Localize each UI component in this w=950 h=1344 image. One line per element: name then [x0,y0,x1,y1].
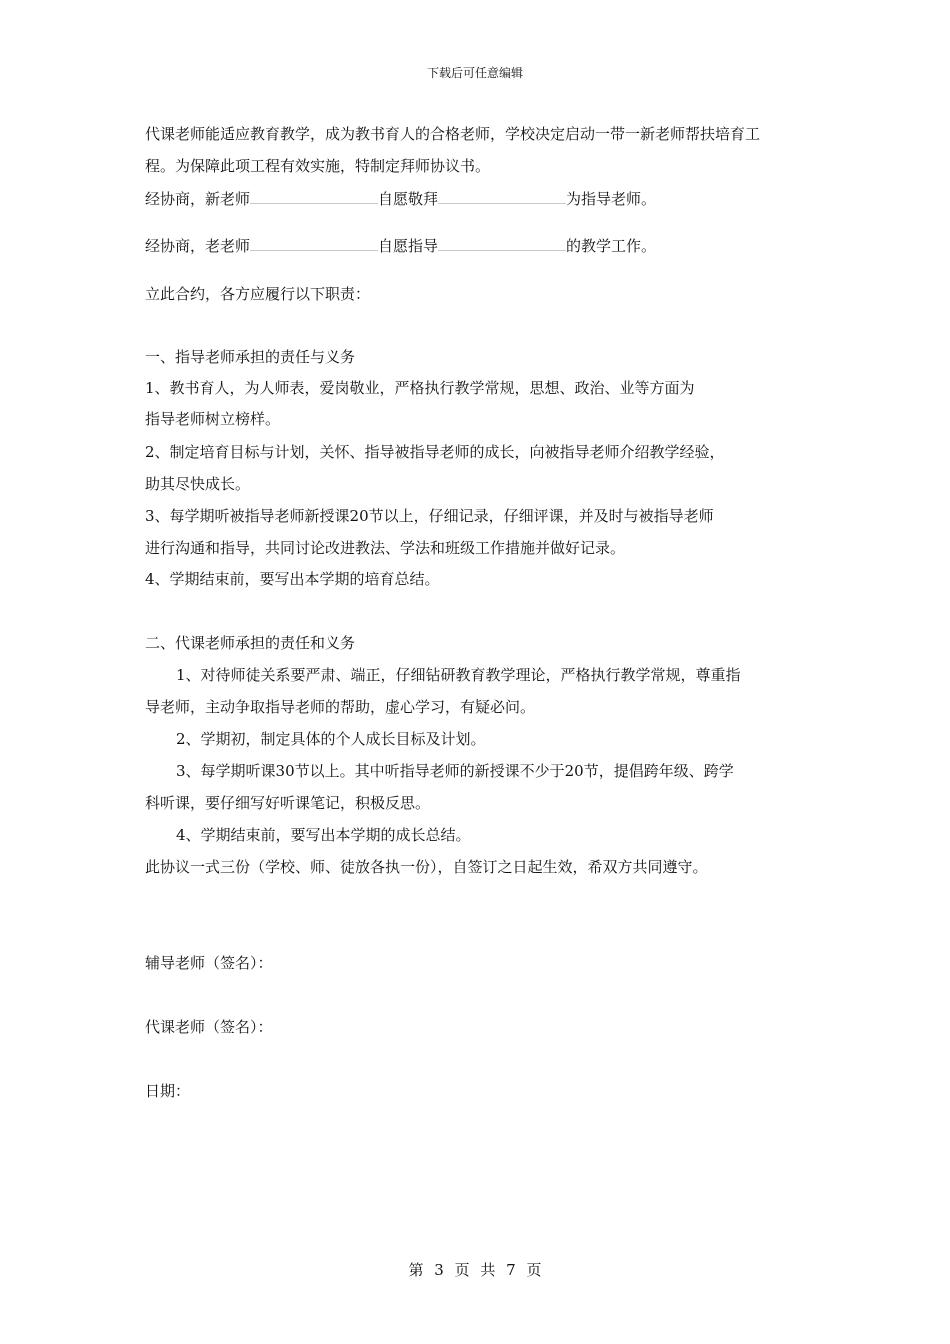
old-teacher-suffix: 的教学工作。 [566,237,657,255]
section2-line: 导老师，主动争取指导老师的帮助，虚心学习，有疑必问。 [145,698,536,716]
new-teacher-line [145,187,656,209]
section2-title: 二、代课老师承担的责任和义务 [145,634,356,652]
section1-line: 指导老师树立榜样。 [145,410,281,428]
section2-line: 4、学期结束前，要写出本学期的成长总结。 [176,826,471,844]
closing-statement: 此协议一式三份（学校、师、徒放各执一份），自签订之日起生效，希双方共同遵守。 [145,858,708,876]
mentor-signature-label: 辅导老师（签名）： [145,954,273,972]
section1-line: 4、学期结束前，要写出本学期的培育总结。 [145,570,440,588]
section1-line: 2、制定培育目标与计划，关怀、指导被指导老师的成长，向被指导老师介绍教学经验， [145,443,725,461]
new-teacher-prefix: 经协商，新老师 [145,190,251,208]
section1-title: 一、指导老师承担的责任与义务 [145,348,356,366]
section1-line: 3、每学期听被指导老师新授课20节以上，仔细记录，仔细评课，并及时与被指导老师 [145,507,714,525]
substitute-signature-label: 代课老师（签名）： [145,1018,273,1036]
old-teacher-line [145,234,656,256]
section1-line: 助其尽快成长。 [145,475,251,493]
intro-line-2: 程。为保障此项工程有效实施，特制定拜师协议书。 [145,157,491,175]
mentee-name-blank[interactable] [438,234,566,251]
section2-line: 2、学期初，制定具体的个人成长目标及计划。 [176,730,486,748]
new-teacher-middle: 自愿敬拜 [378,190,439,208]
section2-line: 科听课，要仔细写好听课笔记，积极反思。 [145,794,431,812]
section2-line: 1、对待师徒关系要严肃、端正，仔细钻研教育教学理论，严格执行教学常规，尊重指 [176,666,741,684]
old-teacher-prefix: 经协商，老老师 [145,237,251,255]
intro-line-1: 代课老师能适应教育教学，成为教书育人的合格老师，学校决定启动一带一新老师帮扶培育工 [145,125,761,143]
section1-line: 进行沟通和指导，共同讨论改进教法、学法和班级工作措施并做好记录。 [145,539,626,557]
new-teacher-suffix: 为指导老师。 [566,190,657,208]
new-teacher-name-blank[interactable] [250,187,378,204]
page-number-footer: 第 3 页 共 7 页 [408,1261,542,1279]
section1-line: 1、教书育人，为人师表，爱岗敬业，严格执行教学常规，思想、政治、业等方面为 [145,379,695,397]
page-header: 下载后可任意编辑 [426,66,523,80]
old-teacher-middle: 自愿指导 [378,237,439,255]
section2-line: 3、每学期听课30节以上。其中听指导老师的新授课不少于20节，提倡跨年级、跨学 [176,762,734,780]
old-teacher-name-blank[interactable] [250,234,378,251]
contract-intro: 立此合约，各方应履行以下职责： [145,285,371,303]
date-label: 日期： [145,1082,191,1100]
mentor-name-blank[interactable] [438,187,566,204]
